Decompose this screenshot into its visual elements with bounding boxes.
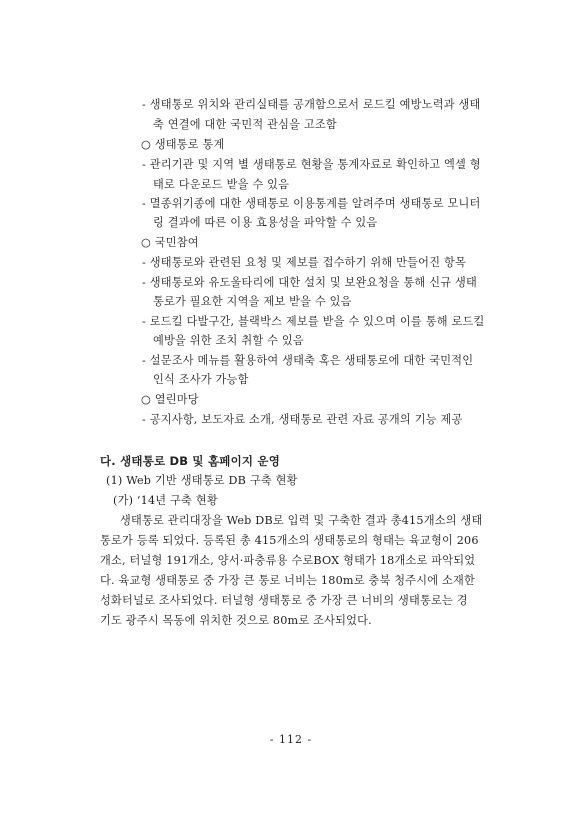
bullet-line: 인식 조사가 가능함	[153, 373, 249, 386]
bullet-line: - 멸종위기종에 대한 생태통로 이용통계를 알려주며 생태통로 모니터	[142, 197, 481, 210]
paragraph-line: 성화터널로 조사되었다. 터널형 생태통로 중 가장 큰 너비의 생태통로는 경	[100, 594, 468, 607]
bullet-line: 태로 다운로드 받을 수 있음	[153, 178, 290, 191]
bullet-line: 링 결과에 따른 이용 효용성을 파악할 수 있음	[153, 216, 378, 229]
bullet-line: - 관리기관 및 지역 별 생태통로 현황을 통계자료로 확인하고 엑셀 형	[142, 158, 481, 171]
bullet-line: - 설문조사 메뉴를 활용하여 생태축 혹은 생태통로에 대한 국민적인	[142, 354, 474, 367]
paragraph-line: 개소, 터널형 191개소, 양서·파충류용 수로BOX 형태가 18개소로 파악되었	[100, 554, 476, 567]
circle-item-stats: ○ 생태통로 통계	[141, 138, 225, 151]
bullet-line: - 생태통로와 관련된 요청 및 제보를 접수하기 위해 만들어진 항목	[142, 256, 466, 269]
paragraph-line: 다. 육교형 생태통로 중 가장 큰 통로 너비는 180m로 충북 청주시에 소재한	[100, 574, 476, 587]
paragraph-line: 기도 광주시 목동에 위치한 것으로 80m로 조사되었다.	[100, 614, 372, 627]
bullet-line: 축 연결에 대한 국민적 관심을 고조함	[153, 118, 337, 131]
bullet-line: 예방을 위한 조치 취할 수 있음	[153, 334, 304, 347]
bullet-line: - 생태통로와 유도울타리에 대한 설치 및 보완요청을 통해 신규 생태	[142, 276, 477, 289]
circle-item-open-forum: ○ 열린마당	[141, 393, 199, 406]
bullet-line: - 로드킬 다발구간, 블랙박스 제보를 받을 수 있으며 이를 통해 로드킬	[142, 315, 485, 328]
circle-item-participation: ○ 국민참여	[141, 236, 199, 249]
subsection-title: (1) Web 기반 생태통로 DB 구축 현황	[106, 474, 298, 487]
paragraph-line: 생태통로 관리대장을 Web DB로 입력 및 구축한 결과 총415개소의 생태	[120, 514, 483, 527]
bullet-line: - 공지사항, 보도자료 소개, 생태통로 관련 자료 공개의 기능 제공	[142, 413, 463, 426]
paragraph-line: 통로가 등록 되었다. 등록된 총 415개소의 생태통로의 형태는 육교형이 206	[100, 534, 479, 547]
page-number: - 112 -	[269, 733, 313, 746]
section-heading: 다. 생태통로 DB 및 홈페이지 운영	[100, 454, 281, 468]
bullet-line: 통로가 필요한 지역을 제보 받을 수 있음	[153, 295, 352, 308]
subsubsection-title: (가) ‘14년 구축 현황	[113, 494, 218, 507]
bullet-line: - 생태통로 위치와 관리실태를 공개함으로서 로드킬 예방노력과 생태	[142, 98, 481, 111]
